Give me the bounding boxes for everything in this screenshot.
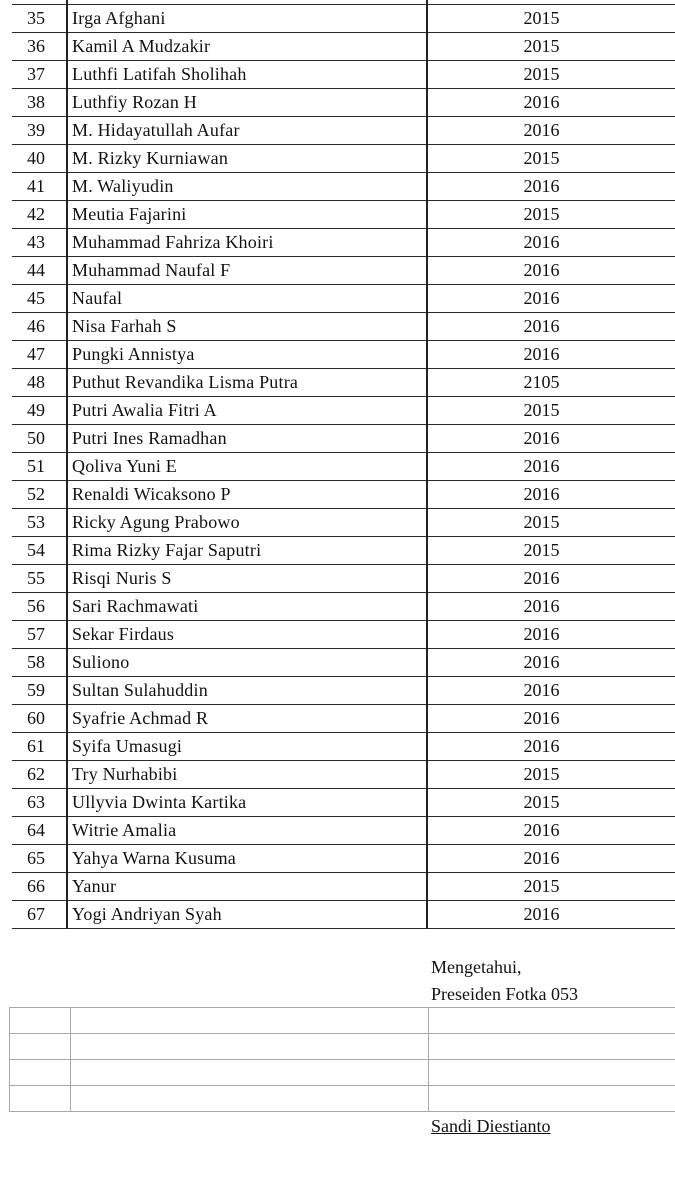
table-row bbox=[12, 816, 675, 844]
member-name: Naufal bbox=[67, 284, 427, 312]
member-name: Yogi Andriyan Syah bbox=[67, 900, 427, 928]
table-row bbox=[12, 172, 675, 200]
member-name: Nisa Farhah S bbox=[67, 312, 427, 340]
table-row bbox=[12, 88, 675, 116]
row-number: 53 bbox=[12, 508, 67, 536]
member-year: 2016 bbox=[427, 704, 675, 732]
row-number: 37 bbox=[12, 60, 67, 88]
member-year: 2016 bbox=[427, 732, 675, 760]
member-name: Yanur bbox=[67, 872, 427, 900]
member-year: 2016 bbox=[427, 452, 675, 480]
row-number: 51 bbox=[12, 452, 67, 480]
member-year: 2016 bbox=[427, 844, 675, 872]
member-name: Sekar Firdaus bbox=[67, 620, 427, 648]
table-row bbox=[12, 60, 675, 88]
member-name: Rima Rizky Fajar Saputri bbox=[67, 536, 427, 564]
table-row bbox=[12, 760, 675, 788]
row-number: 67 bbox=[12, 900, 67, 928]
member-name: Risqi Nuris S bbox=[67, 564, 427, 592]
empty-signature-grid bbox=[9, 1007, 675, 1112]
member-year: 2015 bbox=[427, 32, 675, 60]
member-year: 2016 bbox=[427, 900, 675, 928]
member-name: Muhammad Naufal F bbox=[67, 256, 427, 284]
row-number: 59 bbox=[12, 676, 67, 704]
table-row bbox=[12, 900, 675, 928]
member-name: Syafrie Achmad R bbox=[67, 704, 427, 732]
table-row bbox=[12, 508, 675, 536]
member-year: 2015 bbox=[427, 396, 675, 424]
member-name: Renaldi Wicaksono P bbox=[67, 480, 427, 508]
table-row bbox=[12, 452, 675, 480]
member-name: Try Nurhabibi bbox=[67, 760, 427, 788]
row-number: 56 bbox=[12, 592, 67, 620]
member-name: Suliono bbox=[67, 648, 427, 676]
row-number: 42 bbox=[12, 200, 67, 228]
row-number: 36 bbox=[12, 32, 67, 60]
row-number: 46 bbox=[12, 312, 67, 340]
signer-name: Sandi Diestianto bbox=[431, 1116, 551, 1136]
table-row bbox=[12, 704, 675, 732]
row-number: 40 bbox=[12, 144, 67, 172]
member-year: 2015 bbox=[427, 60, 675, 88]
empty-row bbox=[10, 1008, 675, 1034]
member-year: 2016 bbox=[427, 676, 675, 704]
row-number: 54 bbox=[12, 536, 67, 564]
table-row bbox=[12, 340, 675, 368]
row-number: 61 bbox=[12, 732, 67, 760]
signer-position: Preseiden Fotka 053 bbox=[431, 984, 578, 1004]
member-name: Luthfi Latifah Sholihah bbox=[67, 60, 427, 88]
table-row bbox=[12, 480, 675, 508]
row-number: 49 bbox=[12, 396, 67, 424]
member-name: Muhammad Fahriza Khoiri bbox=[67, 228, 427, 256]
row-number: 55 bbox=[12, 564, 67, 592]
table-row bbox=[12, 144, 675, 172]
member-year: 2016 bbox=[427, 648, 675, 676]
member-year: 2105 bbox=[427, 368, 675, 396]
empty-row bbox=[10, 1060, 675, 1086]
member-year: 2016 bbox=[427, 88, 675, 116]
member-year: 2016 bbox=[427, 424, 675, 452]
row-number: 52 bbox=[12, 480, 67, 508]
member-name: Irga Afghani bbox=[67, 4, 427, 32]
row-number: 39 bbox=[12, 116, 67, 144]
table-row bbox=[12, 396, 675, 424]
member-name: Yahya Warna Kusuma bbox=[67, 844, 427, 872]
table-row bbox=[12, 32, 675, 60]
empty-row bbox=[10, 1086, 675, 1112]
row-number: 58 bbox=[12, 648, 67, 676]
row-number: 66 bbox=[12, 872, 67, 900]
table-row bbox=[12, 788, 675, 816]
row-number: 43 bbox=[12, 228, 67, 256]
table-row bbox=[12, 4, 675, 32]
member-year: 2016 bbox=[427, 284, 675, 312]
row-number: 65 bbox=[12, 844, 67, 872]
table-row bbox=[12, 200, 675, 228]
member-name: Luthfiy Rozan H bbox=[67, 88, 427, 116]
row-number: 60 bbox=[12, 704, 67, 732]
table-row bbox=[12, 256, 675, 284]
member-year: 2015 bbox=[427, 4, 675, 32]
table-row bbox=[12, 228, 675, 256]
member-name: M. Rizky Kurniawan bbox=[67, 144, 427, 172]
row-number: 38 bbox=[12, 88, 67, 116]
table-row bbox=[12, 312, 675, 340]
empty-row bbox=[10, 1034, 675, 1060]
member-year: 2015 bbox=[427, 536, 675, 564]
table-row bbox=[12, 116, 675, 144]
member-year: 2015 bbox=[427, 788, 675, 816]
member-name: Meutia Fajarini bbox=[67, 200, 427, 228]
member-year: 2016 bbox=[427, 620, 675, 648]
member-name: Puthut Revandika Lisma Putra bbox=[67, 368, 427, 396]
member-name: Qoliva Yuni E bbox=[67, 452, 427, 480]
row-number: 64 bbox=[12, 816, 67, 844]
table-row bbox=[12, 564, 675, 592]
member-year: 2015 bbox=[427, 872, 675, 900]
table-row bbox=[12, 732, 675, 760]
table-row bbox=[12, 536, 675, 564]
table-row bbox=[12, 676, 675, 704]
table-row bbox=[12, 592, 675, 620]
member-year: 2016 bbox=[427, 816, 675, 844]
member-year: 2015 bbox=[427, 760, 675, 788]
member-year: 2016 bbox=[427, 340, 675, 368]
member-name: Sari Rachmawati bbox=[67, 592, 427, 620]
table-row bbox=[12, 284, 675, 312]
table-row bbox=[12, 844, 675, 872]
row-number: 47 bbox=[12, 340, 67, 368]
table-row bbox=[12, 620, 675, 648]
member-name: Ullyvia Dwinta Kartika bbox=[67, 788, 427, 816]
signature-heading bbox=[431, 954, 578, 1008]
member-name: Putri Ines Ramadhan bbox=[67, 424, 427, 452]
member-year: 2016 bbox=[427, 480, 675, 508]
member-name: M. Waliyudin bbox=[67, 172, 427, 200]
member-year: 2016 bbox=[427, 228, 675, 256]
member-list-table bbox=[12, 0, 675, 929]
member-name: Putri Awalia Fitri A bbox=[67, 396, 427, 424]
member-name: M. Hidayatullah Aufar bbox=[67, 116, 427, 144]
member-name: Pungki Annistya bbox=[67, 340, 427, 368]
row-number: 62 bbox=[12, 760, 67, 788]
member-name: Syifa Umasugi bbox=[67, 732, 427, 760]
acknowledged-label: Mengetahui, bbox=[431, 957, 522, 977]
row-number: 63 bbox=[12, 788, 67, 816]
table-row bbox=[12, 368, 675, 396]
row-number: 44 bbox=[12, 256, 67, 284]
row-number: 35 bbox=[12, 4, 67, 32]
member-year: 2016 bbox=[427, 312, 675, 340]
member-name: Witrie Amalia bbox=[67, 816, 427, 844]
member-name: Kamil A Mudzakir bbox=[67, 32, 427, 60]
member-year: 2016 bbox=[427, 116, 675, 144]
member-year: 2015 bbox=[427, 508, 675, 536]
member-year: 2015 bbox=[427, 200, 675, 228]
member-year: 2016 bbox=[427, 172, 675, 200]
member-name: Ricky Agung Prabowo bbox=[67, 508, 427, 536]
member-year: 2016 bbox=[427, 256, 675, 284]
row-number: 57 bbox=[12, 620, 67, 648]
table-row bbox=[12, 424, 675, 452]
table-row bbox=[12, 648, 675, 676]
member-year: 2015 bbox=[427, 144, 675, 172]
member-year: 2016 bbox=[427, 592, 675, 620]
member-name: Sultan Sulahuddin bbox=[67, 676, 427, 704]
row-number: 48 bbox=[12, 368, 67, 396]
row-number: 45 bbox=[12, 284, 67, 312]
row-number: 50 bbox=[12, 424, 67, 452]
row-number: 41 bbox=[12, 172, 67, 200]
table-row bbox=[12, 872, 675, 900]
member-year: 2016 bbox=[427, 564, 675, 592]
